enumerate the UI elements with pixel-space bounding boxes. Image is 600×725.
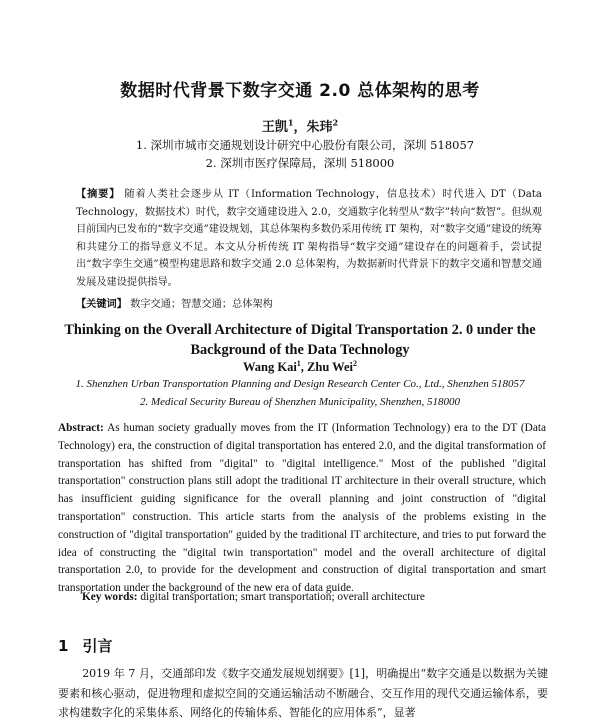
author-separator-en: , [300,360,308,375]
english-affiliation-2: 2. Medical Security Bureau of Shenzhen Municipality, Shenzhen, 518000 [139,396,461,408]
english-abstract-text: As human society gradually moves from the IT (Information Technology) era to the DT (Data Technology) era, the construction of digital transportation has entered 2.0, and the digital transformation of transportation has shifted from "digital" to "digital intelligence." Most of the published "digital transportation" construction plans still adopt the traditional IT architecture in their overall structure, which has insufficient guiding significance for the overall planning and joint construction of "digital transportation" construction. This article starts from the analysis of the problems existing in the construction of "digital transportation" guided by the traditional IT architecture, and tries to put forward the idea of constructing the "digital twin transportation" model and the overall architecture of digital transportation 2.0, to provide for the development and construction of digital transportation and smart transportation under the background of the new era of data guide. [58,422,547,595]
english-authors [0,359,600,375]
author-2-sup-en: 2 [353,359,358,368]
chinese-abstract [76,186,542,292]
chinese-affiliation-1: 1. 深圳市城市交通规划设计研究中心股份有限公司，深圳 518057 [135,138,475,152]
author-1-name: 王凯 [261,120,288,135]
chinese-authors [0,116,600,135]
section-title: 引言 [82,637,113,655]
chinese-keywords-label: 【关键词】 [76,299,127,310]
english-title: Thinking on the Overall Architecture of Digital Transportation 2. 0 under the Background of the Data Technology [64,322,536,358]
chinese-keywords [76,295,542,310]
author-2-name: 朱玮 [306,120,333,135]
chinese-keywords-text: 数字交通；智慧交通；总体架构 [130,299,273,310]
english-abstract [58,420,546,598]
english-abstract-label: Abstract: [58,422,104,434]
author-separator: ， [293,120,307,135]
chinese-title: 数据时代背景下数字交通 2.0 总体架构的思考 [120,81,480,101]
intro-paragraph: 2019 年 7 月，交通部印发《数字交通发展规划纲要》[1]，明确提出“数字交通是以数据为关键要素和核心驱动，促进物理和虚拟空间的交通运输活动不断融合、交互作用的现代交通运输体系，要求构建数字化的采集体系、网络化的传输体系、智能化的应用体系”，显著 [58,667,548,719]
author-2-name-en: Zhu Wei [307,360,354,375]
chinese-abstract-label: 【摘要】 [76,189,121,200]
author-2-sup: 2 [332,117,339,128]
author-1-name-en: Wang Kai [242,360,297,375]
chinese-abstract-text: 随着人类社会逐步从 IT（Information Technology，信息技术）时代进入 DT（Data Technology，数据技术）时代，数字交通建设进入 2.0，交通数字化转型从“数字”转向“数智”。但纵观目前国内已发布的“数字交通”建设规划，其总体架构多数仍采用传统 IT 架构，对“数字交通”建设的统筹和共建分工的指导意义不足。本文从分析传统 IT 架构指导“数字交通”建设存在的问题着手，尝试提出“数字孪生交通”模型构建思路和数字交通 2.0 总体架构，为数据新时代背景下的数字交通和智慧交通发展及建设提供指导。 [76,189,542,288]
section-heading [58,635,112,656]
author-1-sup: 1 [287,117,294,128]
english-keywords-text: digital transportation; smart transportation; overall architecture [140,591,425,603]
english-affiliation-1: 1. Shenzhen Urban Transportation Planning and Design Research Center Co., Ltd., Shenzhen 518057 [75,378,525,390]
english-keywords-label: Key words: [82,591,138,603]
english-keywords [82,591,546,603]
chinese-affiliation-2: 2. 深圳市医疗保障局，深圳 518000 [205,156,395,170]
author-1-sup-en: 1 [296,359,301,368]
section-number: 1 [58,637,69,655]
